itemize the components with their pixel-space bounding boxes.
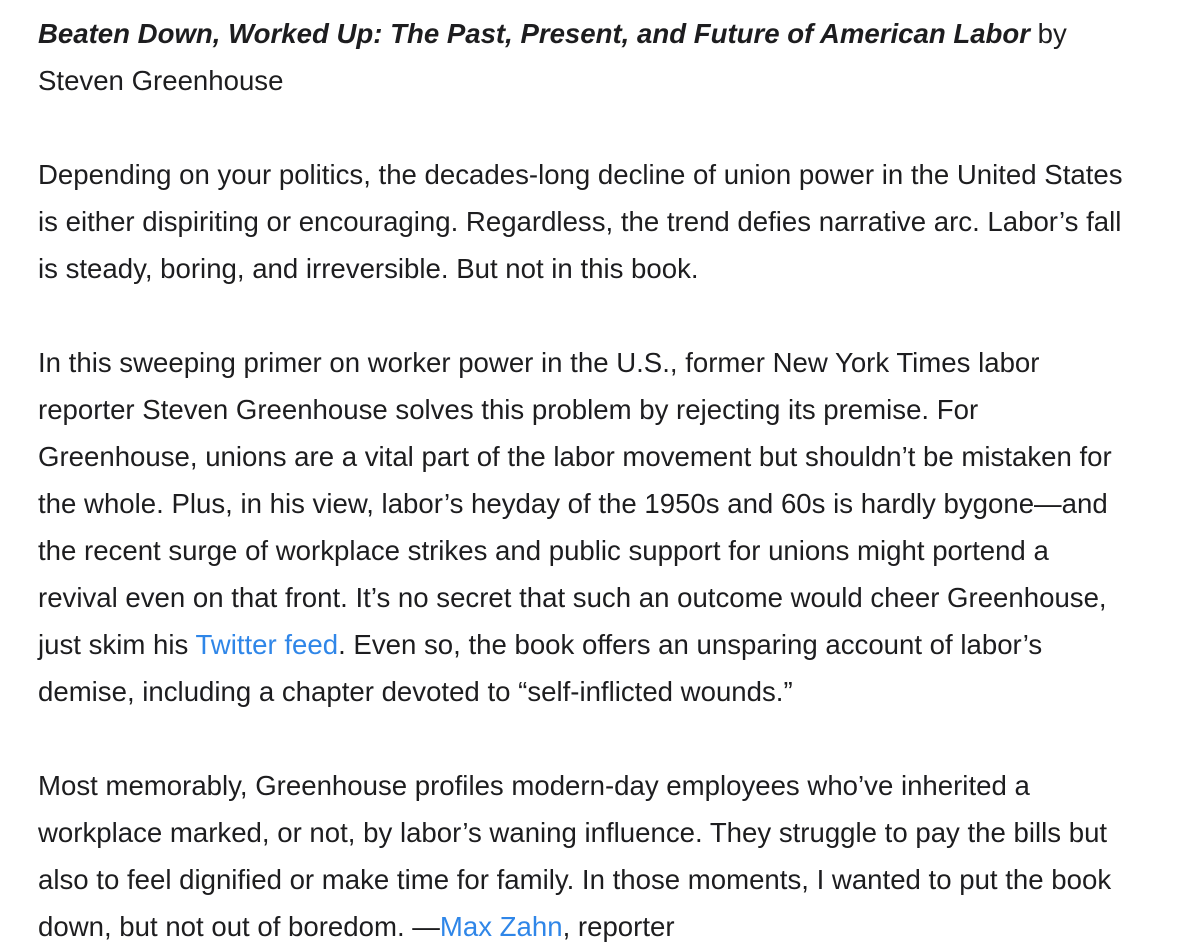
paragraph-1-line: is steady, boring, and irreversible. But not in this book. xyxy=(38,253,699,284)
reviewer-name-link[interactable]: Max Zahn xyxy=(439,911,563,942)
paragraph-2-line: demise, including a chapter devoted to “self-inflicted wounds.” xyxy=(38,676,793,707)
paragraph-2-line: the whole. Plus, in his view, labor’s heyday of the 1950s and 60s is hardly bygone—and xyxy=(38,488,1108,519)
paragraph-3-line: also to feel dignified or make time for family. In those moments, I wanted to put the book xyxy=(38,864,1112,895)
by-word: by xyxy=(1030,18,1067,49)
paragraph-1-line: is either dispiriting or encouraging. Regardless, the trend defies narrative arc. Labor’s fall xyxy=(38,206,1122,237)
paragraph-spacer xyxy=(38,104,1198,151)
paragraph-2 xyxy=(38,339,1198,715)
paragraph-2-line: Greenhouse, unions are a vital part of the labor movement but shouldn’t be mistaken for xyxy=(38,441,1112,472)
paragraph-2-line: revival even on that front. It’s no secret that such an outcome would cheer Greenhouse, xyxy=(38,582,1107,613)
paragraph-spacer xyxy=(38,715,1198,762)
signature-prefix: down, but not out of boredom. — xyxy=(38,911,440,942)
review-heading xyxy=(38,10,1198,57)
paragraph-2-line: In this sweeping primer on worker power in the U.S., former New York Times labor xyxy=(38,347,1040,378)
paragraph-3-line: Most memorably, Greenhouse profiles modern-day employees who’ve inherited a xyxy=(38,770,1030,801)
book-title: Beaten Down, Worked Up: The Past, Present, and Future of American Labor xyxy=(38,18,1031,49)
paragraph-2-link-line xyxy=(38,621,1198,668)
reviewer-role: , reporter xyxy=(562,911,675,942)
paragraph-1-line: Depending on your politics, the decades-long decline of union power in the United States xyxy=(38,159,1123,190)
twitter-feed-link[interactable]: Twitter feed xyxy=(195,629,339,660)
paragraph-spacer xyxy=(38,292,1198,339)
link-line-prefix: just skim his xyxy=(38,629,196,660)
book-review-article xyxy=(38,10,1198,950)
review-signature-line xyxy=(38,903,1198,950)
paragraph-1 xyxy=(38,151,1198,292)
link-line-suffix: . Even so, the book offers an unsparing account of labor’s xyxy=(338,629,1043,660)
book-author: Steven Greenhouse xyxy=(38,65,284,96)
paragraph-2-line: reporter Steven Greenhouse solves this problem by rejecting its premise. For xyxy=(38,394,979,425)
paragraph-3 xyxy=(38,762,1198,950)
paragraph-2-line: the recent surge of workplace strikes and public support for unions might portend a xyxy=(38,535,1049,566)
paragraph-3-line: workplace marked, or not, by labor’s waning influence. They struggle to pay the bills but xyxy=(38,817,1108,848)
